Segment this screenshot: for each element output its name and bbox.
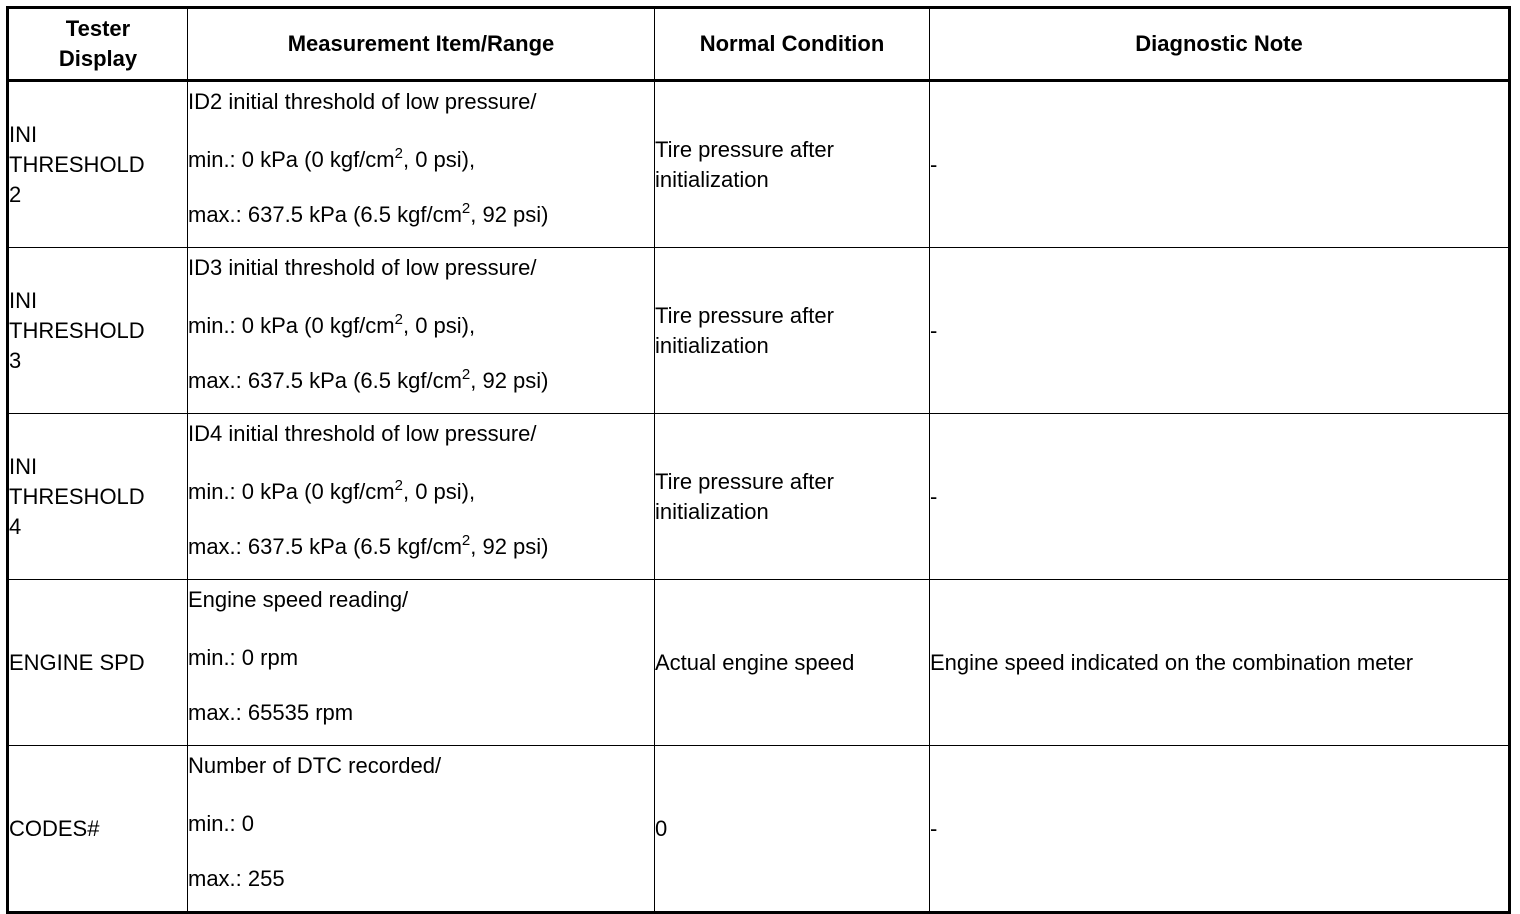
measurement-cell <box>188 81 655 248</box>
measurement-cell <box>188 580 655 746</box>
normal-condition-text: Tire pressure after <box>655 468 834 494</box>
tester-display-text: INI <box>9 287 38 313</box>
normal-condition-text: initialization <box>655 166 769 192</box>
header-row <box>8 8 1510 81</box>
tester-display-text: THRESHOLD <box>9 483 145 509</box>
table-row <box>8 81 1510 248</box>
tester-display-text: INI <box>9 121 38 147</box>
header-diagnostic-note: Diagnostic Note <box>930 8 1510 81</box>
measurement-cell <box>188 414 655 580</box>
measurement-item: ID4 initial threshold of low pressure/ <box>188 421 537 446</box>
normal-condition-text: Actual engine speed <box>655 649 855 675</box>
normal-condition-cell <box>655 414 930 580</box>
tester-display-text: THRESHOLD <box>9 317 145 343</box>
header-tester-display-line1: Tester <box>65 16 131 41</box>
measurement-item: Engine speed reading/ <box>188 587 409 612</box>
tester-display-cell <box>8 248 188 414</box>
header-tester-display <box>8 8 188 81</box>
table-row <box>8 414 1510 580</box>
header-normal-condition: Normal Condition <box>655 8 930 81</box>
normal-condition-cell <box>655 746 930 913</box>
measurement-max: max.: 637.5 kPa (6.5 kgf/$cm^2$, 92 psi) <box>188 532 549 559</box>
tester-display-cell <box>8 746 188 913</box>
tester-display-text: 4 <box>9 513 22 539</box>
normal-condition-text: Tire pressure after <box>655 136 834 162</box>
normal-condition-cell <box>655 580 930 746</box>
header-measurement-item: Measurement Item/Range <box>188 8 655 81</box>
diagnostic-note-cell: - <box>930 746 1510 913</box>
measurement-item: ID2 initial threshold of low pressure/ <box>188 89 537 114</box>
tester-display-text: CODES# <box>9 815 100 841</box>
diagnostic-note-cell: - <box>930 248 1510 414</box>
table-row <box>8 746 1510 913</box>
measurement-cell <box>188 248 655 414</box>
tester-display-cell <box>8 81 188 248</box>
measurement-item: Number of DTC recorded/ <box>188 753 442 778</box>
tester-display-text: 2 <box>9 181 22 207</box>
measurement-max: max.: 637.5 kPa (6.5 kgf/$cm^2$, 92 psi) <box>188 200 549 227</box>
normal-condition-text: Tire pressure after <box>655 302 834 328</box>
normal-condition-text: initialization <box>655 332 769 358</box>
tester-display-text: INI <box>9 453 38 479</box>
diagnostic-note-cell: - <box>930 81 1510 248</box>
measurement-item: ID3 initial threshold of low pressure/ <box>188 255 537 280</box>
measurement-max: max.: 637.5 kPa (6.5 kgf/$cm^2$, 92 psi) <box>188 366 549 393</box>
measurement-min: min.: 0 kPa (0 kgf/$cm^2$, 0 psi), <box>188 477 476 504</box>
normal-condition-cell <box>655 81 930 248</box>
header-tester-display-line2: Display <box>58 46 138 71</box>
measurement-min: min.: 0 kPa (0 kgf/$cm^2$, 0 psi), <box>188 311 476 338</box>
tester-display-text: 3 <box>9 347 22 373</box>
measurement-min: min.: 0 rpm <box>188 645 299 670</box>
measurement-max: max.: 65535 rpm <box>188 700 354 725</box>
measurement-max: max.: 255 <box>188 866 285 891</box>
diagnostic-note-cell: Engine speed indicated on the combination meter <box>930 580 1510 746</box>
tester-display-text: ENGINE SPD <box>9 649 145 675</box>
tester-display-cell <box>8 414 188 580</box>
data-monitor-table <box>6 6 1511 914</box>
table-row <box>8 580 1510 746</box>
tester-display-text: THRESHOLD <box>9 151 145 177</box>
measurement-min: min.: 0 <box>188 811 255 836</box>
measurement-min: min.: 0 kPa (0 kgf/$cm^2$, 0 psi), <box>188 145 476 172</box>
normal-condition-cell <box>655 248 930 414</box>
measurement-cell <box>188 746 655 913</box>
normal-condition-text: 0 <box>655 815 668 841</box>
tester-display-cell <box>8 580 188 746</box>
normal-condition-text: initialization <box>655 498 769 524</box>
diagnostic-note-cell: - <box>930 414 1510 580</box>
table-row <box>8 248 1510 414</box>
